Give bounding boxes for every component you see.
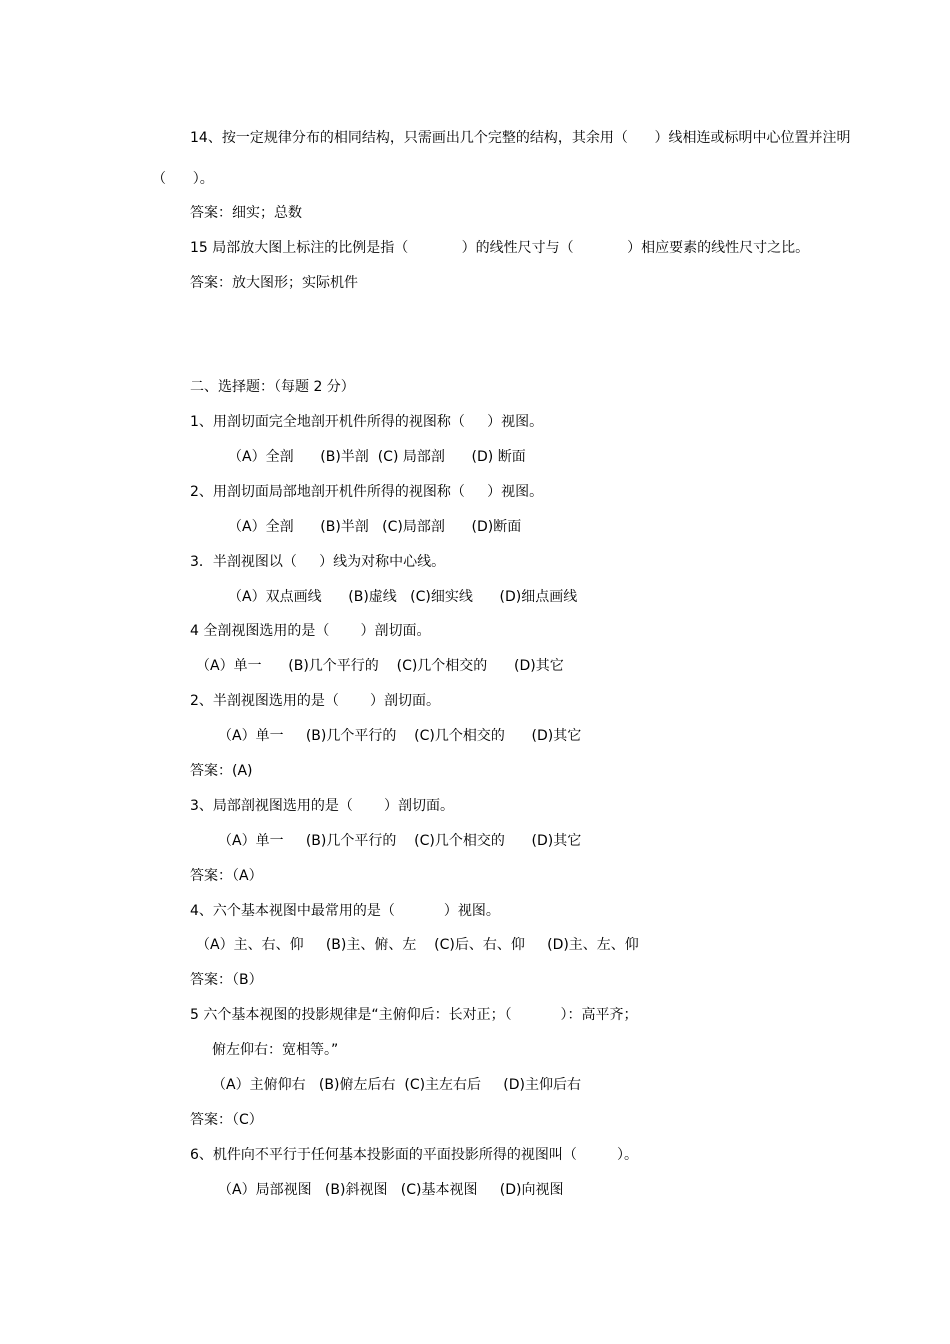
choice-q5-options: （A）主俯仰右 (B)俯左后右 (C)主左右后 (D)主仰后右 [212, 1077, 582, 1093]
choice-q2: 2、用剖切面局部地剖开机件所得的视图称（ ）视图。 [190, 484, 544, 500]
choice-q3: 3．半剖视图以（ ）线为对称中心线。 [190, 554, 446, 570]
q15-text: 15 局部放大图上标注的比例是指（ ）的线性尺寸与（ ）相应要素的线性尺寸之比。 [190, 240, 810, 256]
section-heading-choice: 二、选择题：（每题 2 分） [190, 379, 355, 395]
choice-q1-options: （A）全剖 (B)半剖 (C) 局部剖 (D) 断面 [228, 449, 526, 465]
choice-q4-options: （A）单一 (B)几个平行的 (C)几个相交的 (D)其它 [196, 658, 564, 674]
choice-q3b: 3、局部剖视图选用的是（ ）剖切面。 [190, 798, 455, 814]
q14-text-continued: （ ）。 [152, 171, 214, 187]
choice-q5-continued: 俯左仰右：宽相等。” [212, 1042, 339, 1058]
choice-q6-options: （A）局部视图 (B)斜视图 (C)基本视图 (D)向视图 [218, 1182, 564, 1198]
q15-answer: 答案：放大图形；实际机件 [190, 275, 358, 291]
q14-answer: 答案：细实；总数 [190, 205, 302, 221]
choice-q4b-options: （A）主、右、仰 (B)主、俯、左 (C)后、右、仰 (D)主、左、仰 [196, 937, 639, 953]
choice-q2-options: （A）全剖 (B)半剖 (C)局部剖 (D)断面 [228, 519, 522, 535]
choice-q4b: 4、六个基本视图中最常用的是（ ）视图。 [190, 903, 500, 919]
choice-q6: 6、机件向不平行于任何基本投影面的平面投影所得的视图叫（ ）。 [190, 1147, 638, 1163]
choice-q5: 5 六个基本视图的投影规律是“主俯仰后：长对正；（ ）：高平齐； [190, 1007, 638, 1023]
choice-q2b-answer: 答案：(A) [190, 763, 253, 779]
choice-q4b-answer: 答案：（B） [190, 972, 263, 988]
q14-text: 14、按一定规律分布的相同结构，只需画出几个完整的结构，其余用（ ）线相连或标明中心位置并注明 [190, 130, 851, 146]
choice-q5-answer: 答案：（C） [190, 1112, 263, 1128]
choice-q1: 1、用剖切面完全地剖开机件所得的视图称（ ）视图。 [190, 414, 544, 430]
choice-q4: 4 全剖视图选用的是（ ）剖切面。 [190, 623, 431, 639]
choice-q3b-answer: 答案：（A） [190, 868, 263, 884]
choice-q2b: 2、半剖视图选用的是（ ）剖切面。 [190, 693, 441, 709]
choice-q3-options: （A）双点画线 (B)虚线 (C)细实线 (D)细点画线 [228, 589, 578, 605]
choice-q2b-options: （A）单一 (B)几个平行的 (C)几个相交的 (D)其它 [218, 728, 582, 744]
choice-q3b-options: （A）单一 (B)几个平行的 (C)几个相交的 (D)其它 [218, 833, 582, 849]
